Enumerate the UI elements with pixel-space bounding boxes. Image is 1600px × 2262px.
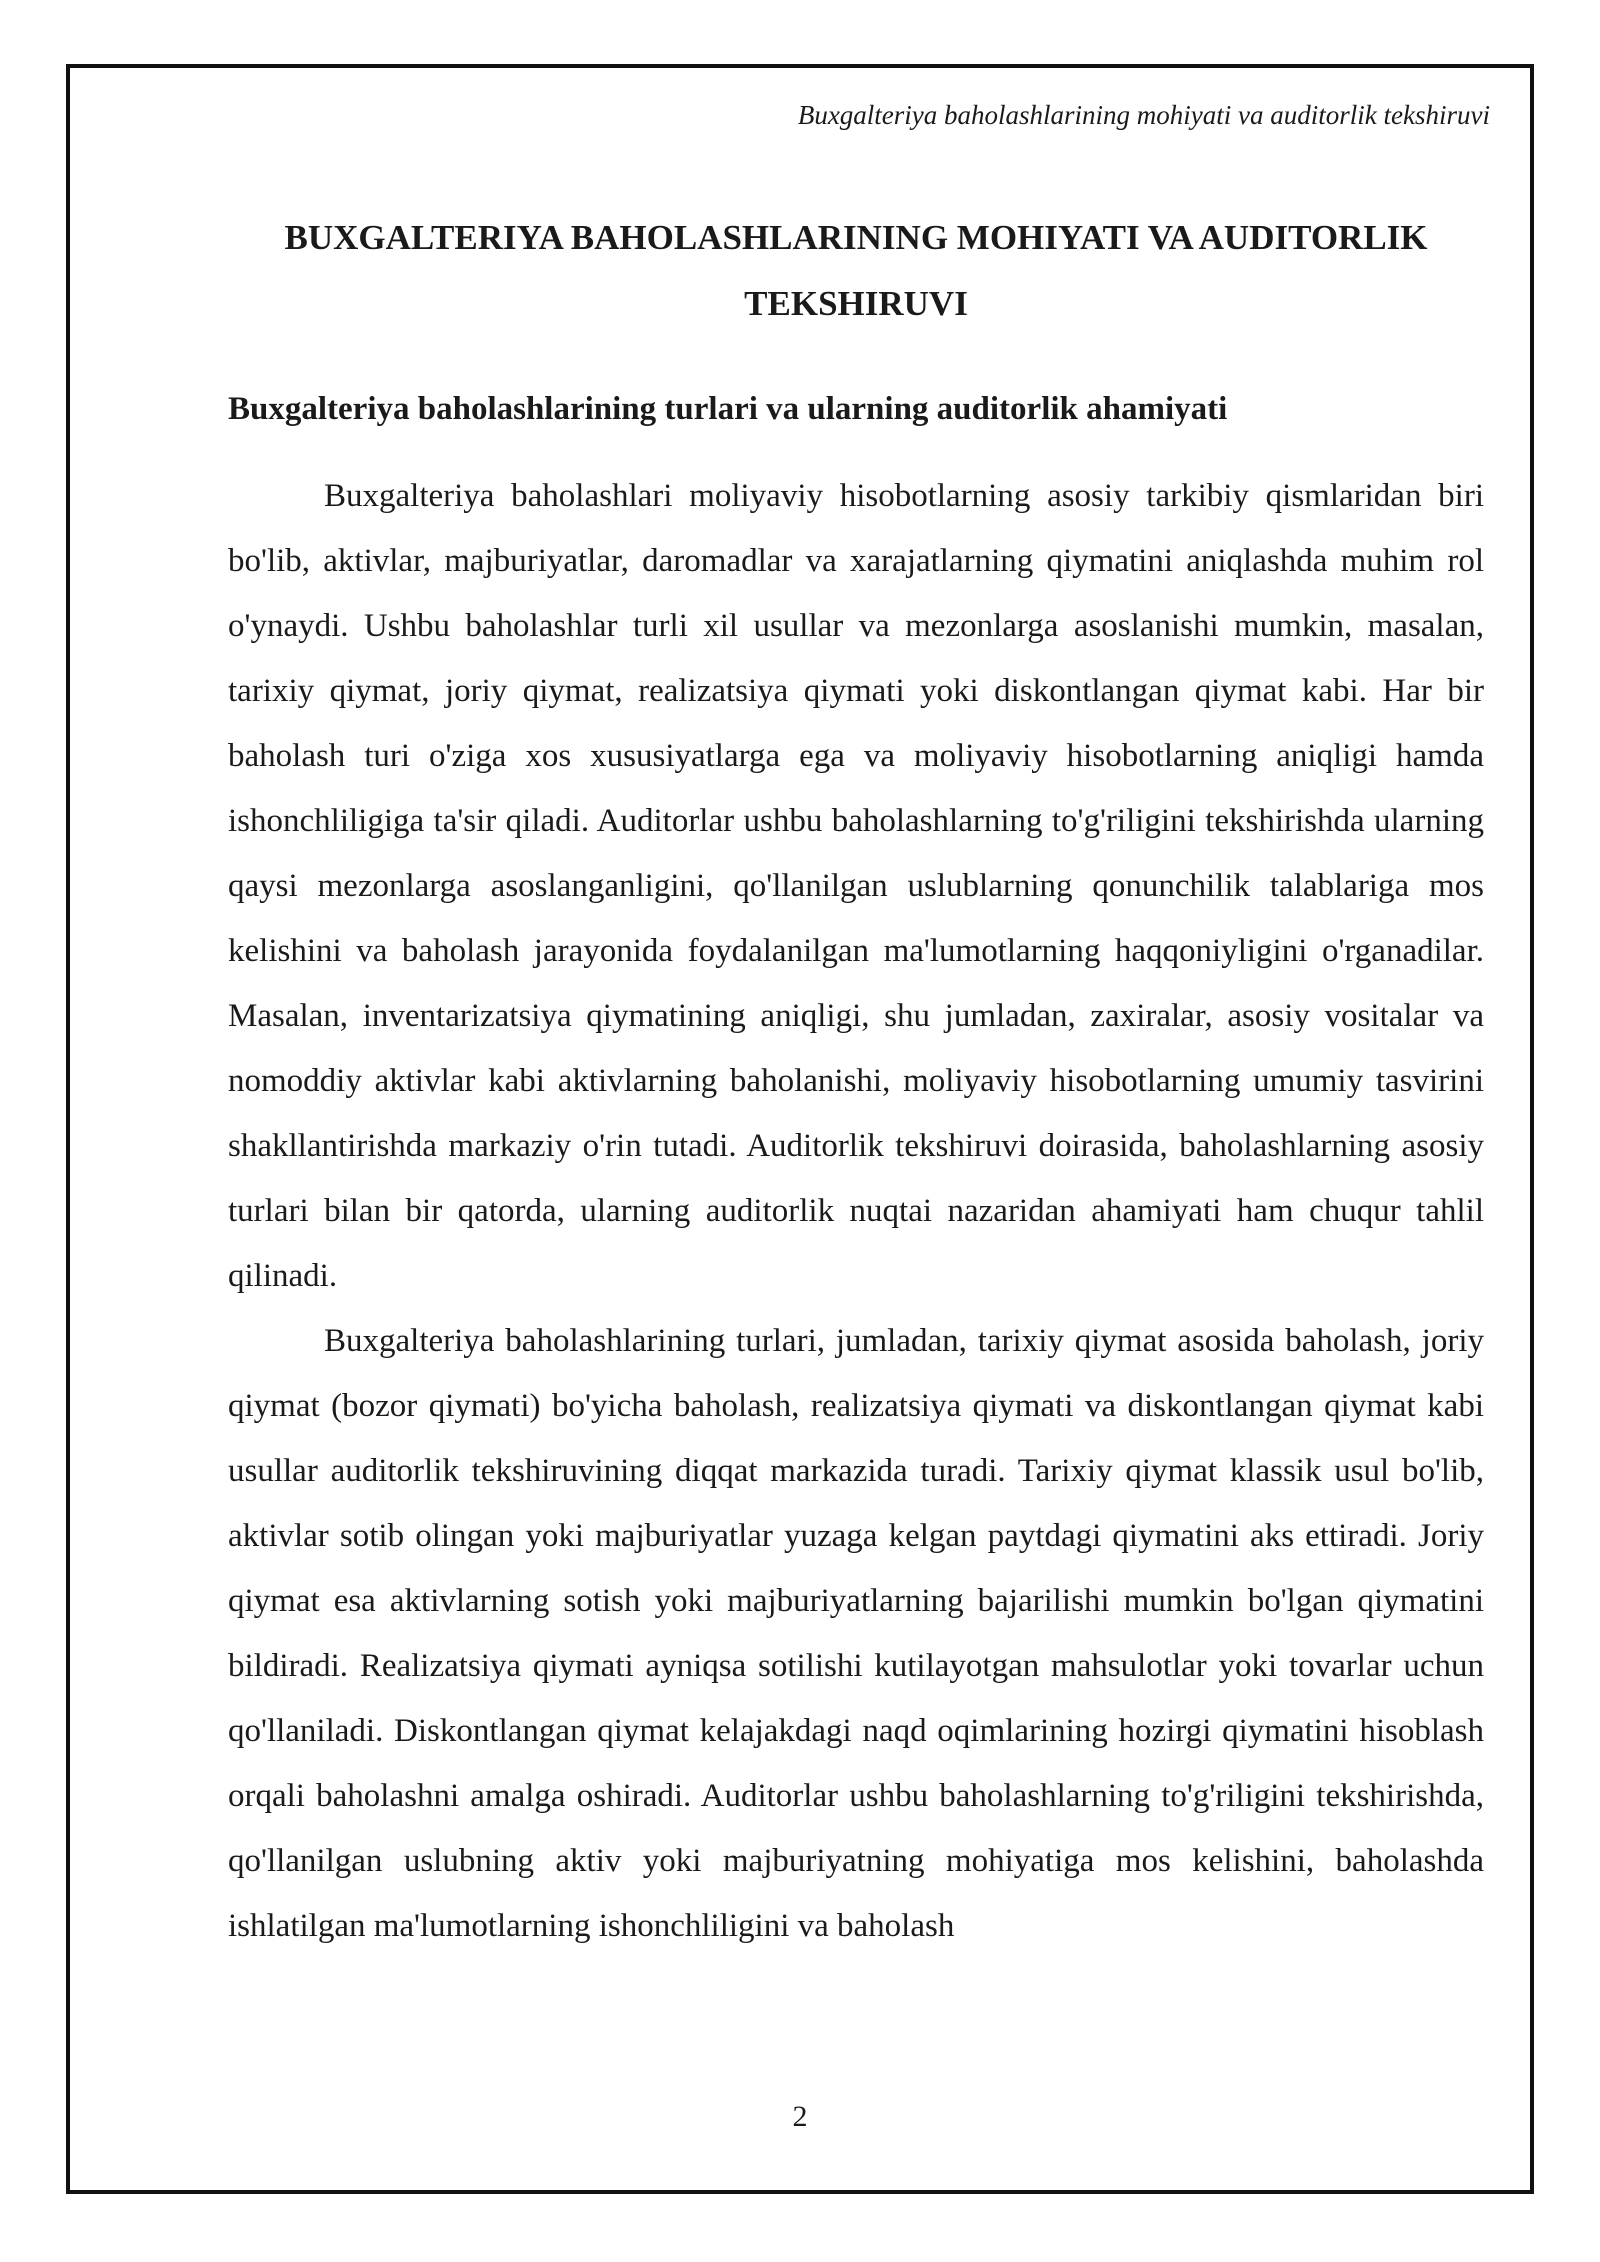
paragraph-2: Buxgalteriya baholashlarining turlari, jumladan, tarixiy qiymat asosida baholash, joriy qiymat (bozor qiymati) bo'yicha baholash, realizatsiya qiymati va diskontlangan qiymat kabi usullar auditorlik tekshiruvining diqqat markazida turadi. Tarixiy qiymat klassik usul bo'lib, aktivlar sotib olingan yoki majburiyatlar yuzaga kelgan paytdagi qiymatini aks ettiradi. Joriy qiymat esa aktivlarning sotish yoki majburiyatlarning bajarilishi mumkin bo'lgan qiymatini bildiradi. Realizatsiya qiymati ayniqsa sotilishi kutilayotgan mahsulotlar yoki tovarlar uchun qo'llaniladi. Diskontlangan qiymat kelajakdagi naqd oqimlarining hozirgi qiymatini hisoblash orqali baholashni amalga oshiradi. Auditorlar ushbu baholashlarning to'g'riligini tekshirishda, qo'llanilgan uslubning aktiv yoki majburiyatning mohiyatiga mos kelishini, baholashda ishlatilgan ma'lumotlarning ishonchliligini va baholash [228,1323,1484,1944]
page-number: 2 [792,2100,808,2133]
section-heading: Buxgalteriya baholashlarining turlari va ularning auditorlik ahamiyati [228,391,1228,427]
body-text [228,464,1484,1959]
running-header: Buxgalteriya baholashlarining mohiyati va auditorlik tekshiruvi [797,100,1490,130]
paragraph-1: Buxgalteriya baholashlari moliyaviy hisobotlarning asosiy tarkibiy qismlaridan biri bo'lib, aktivlar, majburiyatlar, daromadlar va xarajatlarning qiymatini aniqlashda muhim rol o'ynaydi. Ushbu baholashlar turli xil usullar va mezonlarga asoslanishi mumkin, masalan, tarixiy qiymat, joriy qiymat, realizatsiya qiymati yoki diskontlangan qiymat kabi. Har bir baholash turi o'ziga xos xususiyatlarga ega va moliyaviy hisobotlarning aniqligi hamda ishonchliligiga ta'sir qiladi. Auditorlar ushbu baholashlarning to'g'riligini tekshirishda ularning qaysi mezonlarga asoslanganligini, qo'llanilgan uslublarning qonunchilik talablariga mos kelishini va baholash jarayonida foydalanilgan ma'lumotlarning haqqoniyligini o'rganadilar. Masalan, inventarizatsiya qiymatining aniqligi, shu jumladan, zaxiralar, asosiy vositalar va nomoddiy aktivlar kabi aktivlarning baholanishi, moliyaviy hisobotlarning umumiy tasvirini shakllantirishda markaziy o'rin tutadi. Auditorlik tekshiruvi doirasida, baholashlarning asosiy turlari bilan bir qatorda, ularning auditorlik nuqtai nazaridan ahamiyati ham chuqur tahlil qilinadi. [228,478,1484,1294]
document-title: BUXGALTERIYA BAHOLASHLARINING MOHIYATI VA AUDITORLIK TEKSHIRUVI [284,218,1428,323]
